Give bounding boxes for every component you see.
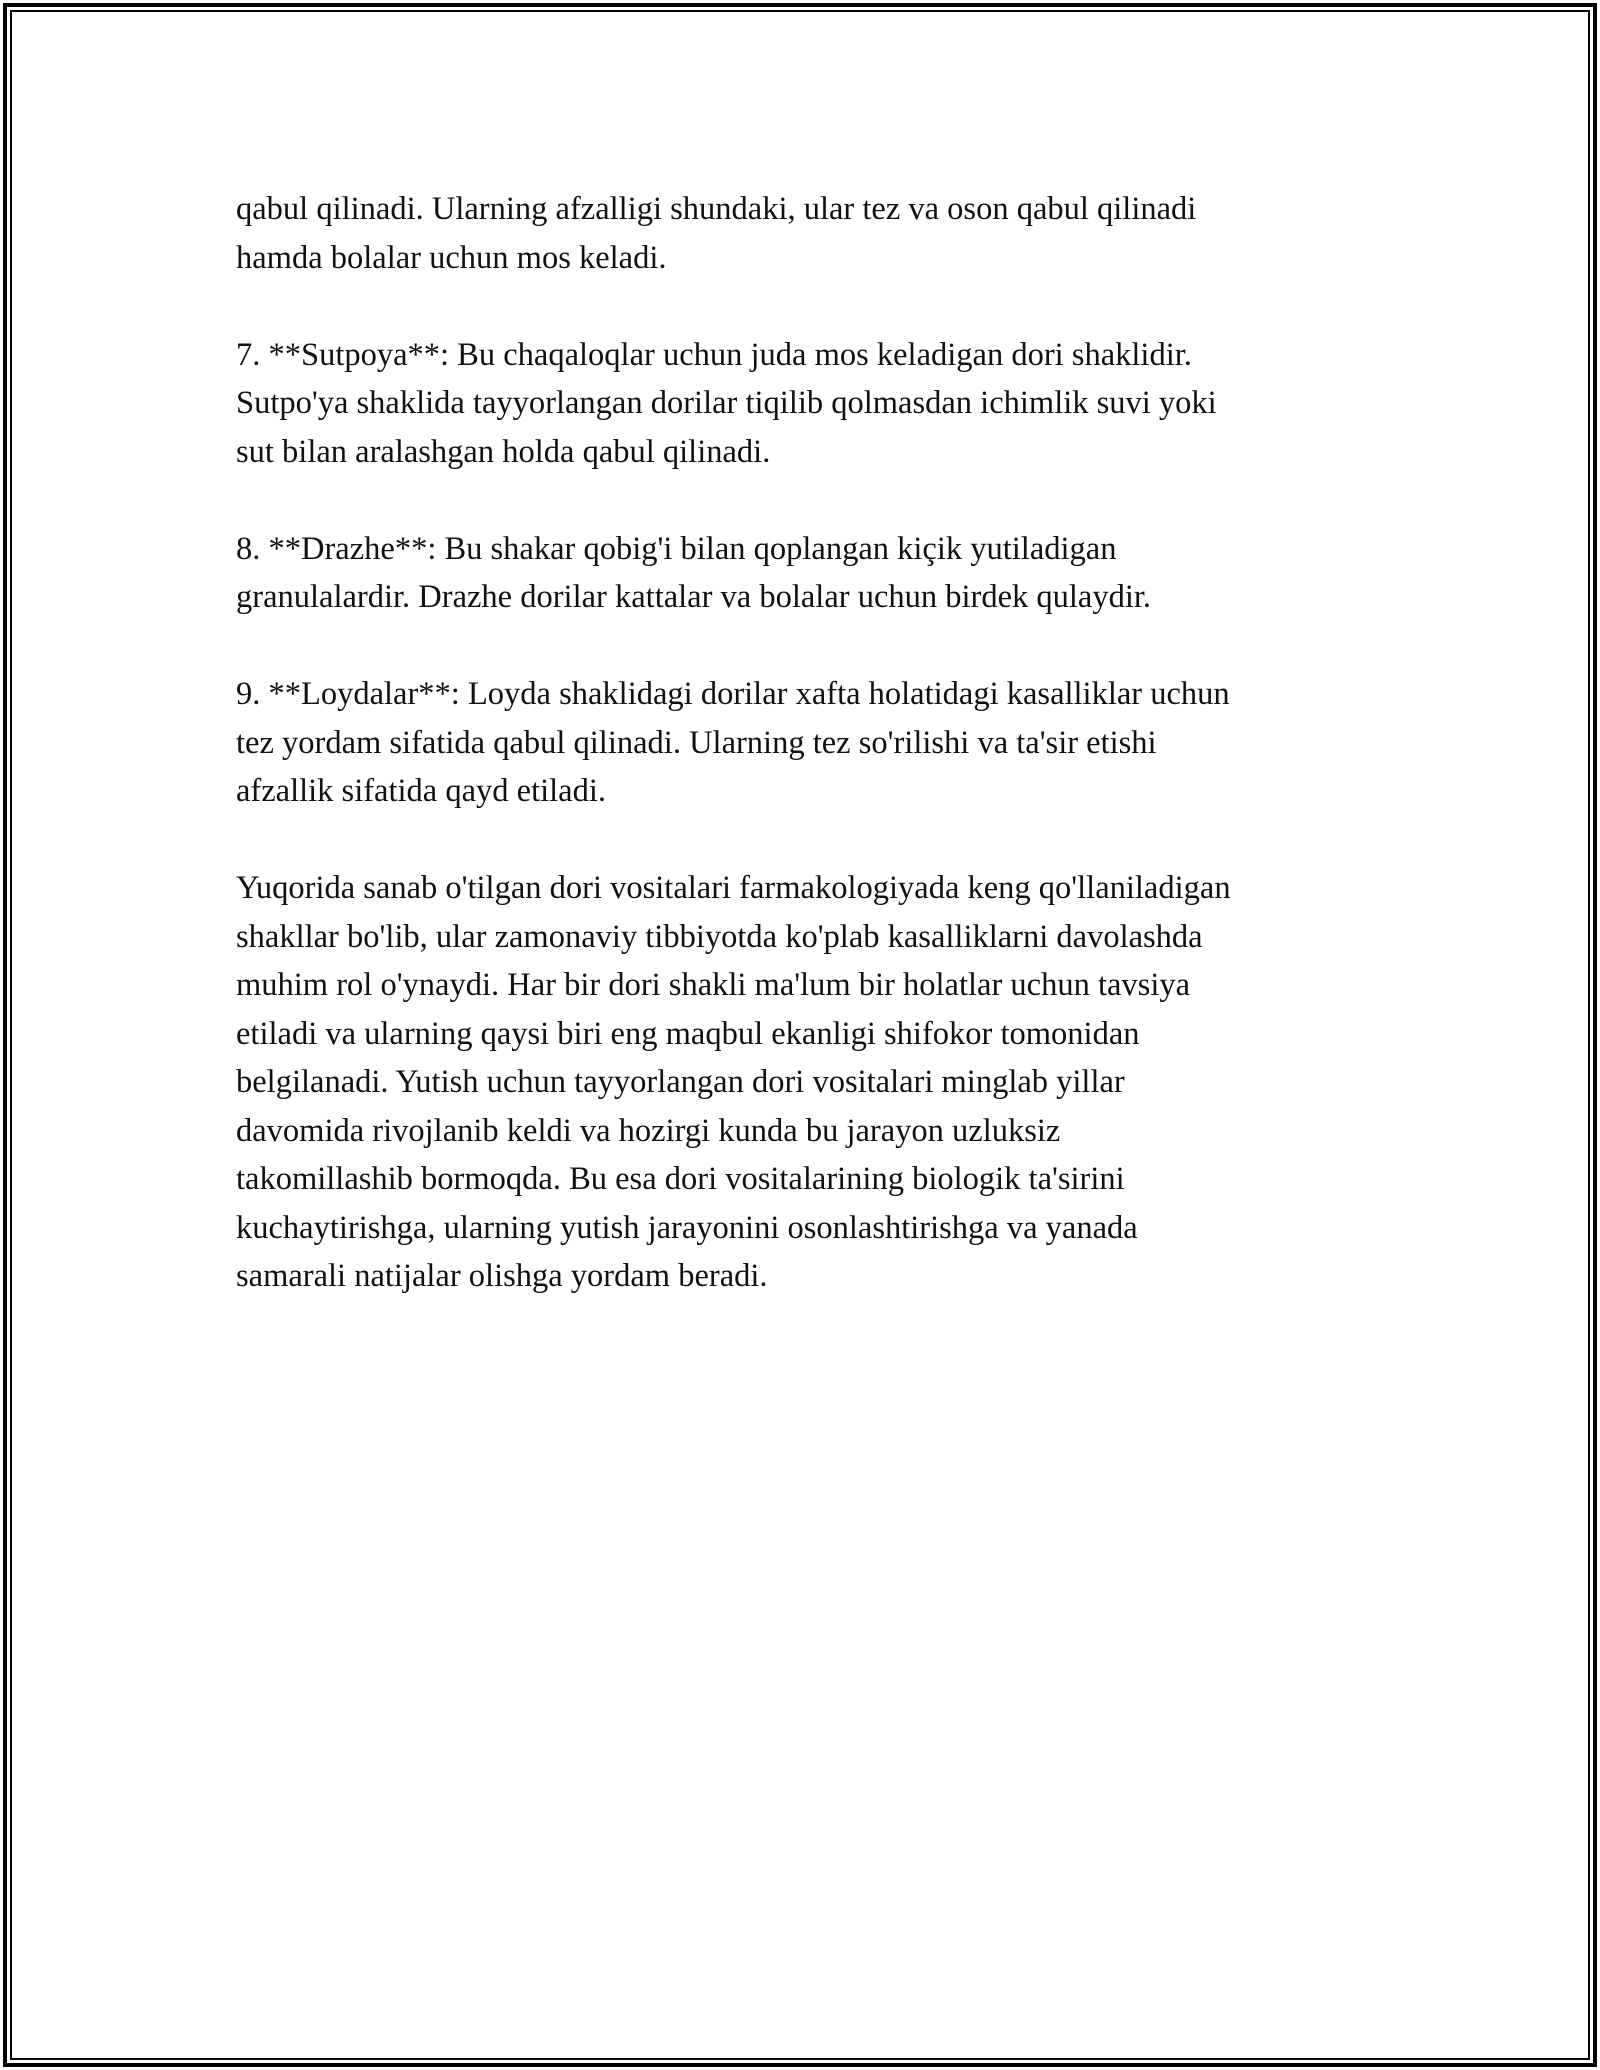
- text-line: Sutpo'ya shaklida tayyorlangan dorilar tiqilib qolmasdan ichimlik suvi yoki: [236, 385, 1217, 421]
- document-body: [236, 185, 1376, 1349]
- text-line: afzallik sifatida qayd etiladi.: [236, 773, 606, 809]
- text-line: shakllar bo'lib, ular zamonaviy tibbiyotda ko'plab kasalliklarni davolashda: [236, 918, 1203, 955]
- text-line: hamda bolalar uchun mos keladi.: [236, 239, 667, 276]
- text-line: samarali natijalar olishga yordam beradi.: [236, 1258, 768, 1294]
- text-line: 8. **Drazhe**: Bu shakar qobig'i bilan qoplangan kiçik yutiladigan: [236, 530, 1117, 567]
- text-line: davomida rivojlanib keldi va hozirgi kunda bu jarayon uzluksiz: [236, 1112, 1061, 1149]
- text-line: tez yordam sifatida qabul qilinadi. Ularning tez so'rilishi va ta'sir etishi: [236, 724, 1157, 761]
- text-line: qabul qilinadi. Ularning afzalligi shundaki, ular tez va oson qabul qilinadi: [236, 191, 1197, 227]
- paragraph-conclusion: [236, 864, 1376, 1301]
- text-line: muhim rol o'ynaydi. Har bir dori shakli ma'lum bir holatlar uchun tavsiya: [236, 967, 1191, 1003]
- text-line: Yuqorida sanab o'tilgan dori vositalari farmakologiyada keng qo'llaniladigan: [236, 870, 1231, 906]
- text-line: kuchaytirishga, ularning yutish jarayonini osonlashtirishga va yanada: [236, 1209, 1138, 1246]
- paragraph-continuation: [236, 185, 1376, 282]
- list-item-sutpoya: [236, 331, 1376, 477]
- text-line: sut bilan aralashgan holda qabul qilinadi.: [236, 433, 771, 470]
- text-line: granulalardir. Drazhe dorilar kattalar va bolalar uchun birdek qulaydir.: [236, 579, 1152, 615]
- text-line: etiladi va ularning qaysi biri eng maqbul ekanligi shifokor tomonidan: [236, 1015, 1140, 1052]
- text-line: 7. **Sutpoya**: Bu chaqaloqlar uchun juda mos keladigan dori shaklidir.: [236, 336, 1192, 373]
- text-line: belgilanadi. Yutish uchun tayyorlangan dori vositalari minglab yillar: [236, 1064, 1125, 1100]
- text-line: 9. **Loydalar**: Loyda shaklidagi dorilar xafta holatidagi kasalliklar uchun: [236, 676, 1230, 712]
- list-item-drazhe: [236, 525, 1376, 622]
- list-item-loydalar: [236, 670, 1376, 816]
- text-line: takomillashib bormoqda. Bu esa dori vositalarining biologik ta'sirini: [236, 1161, 1125, 1197]
